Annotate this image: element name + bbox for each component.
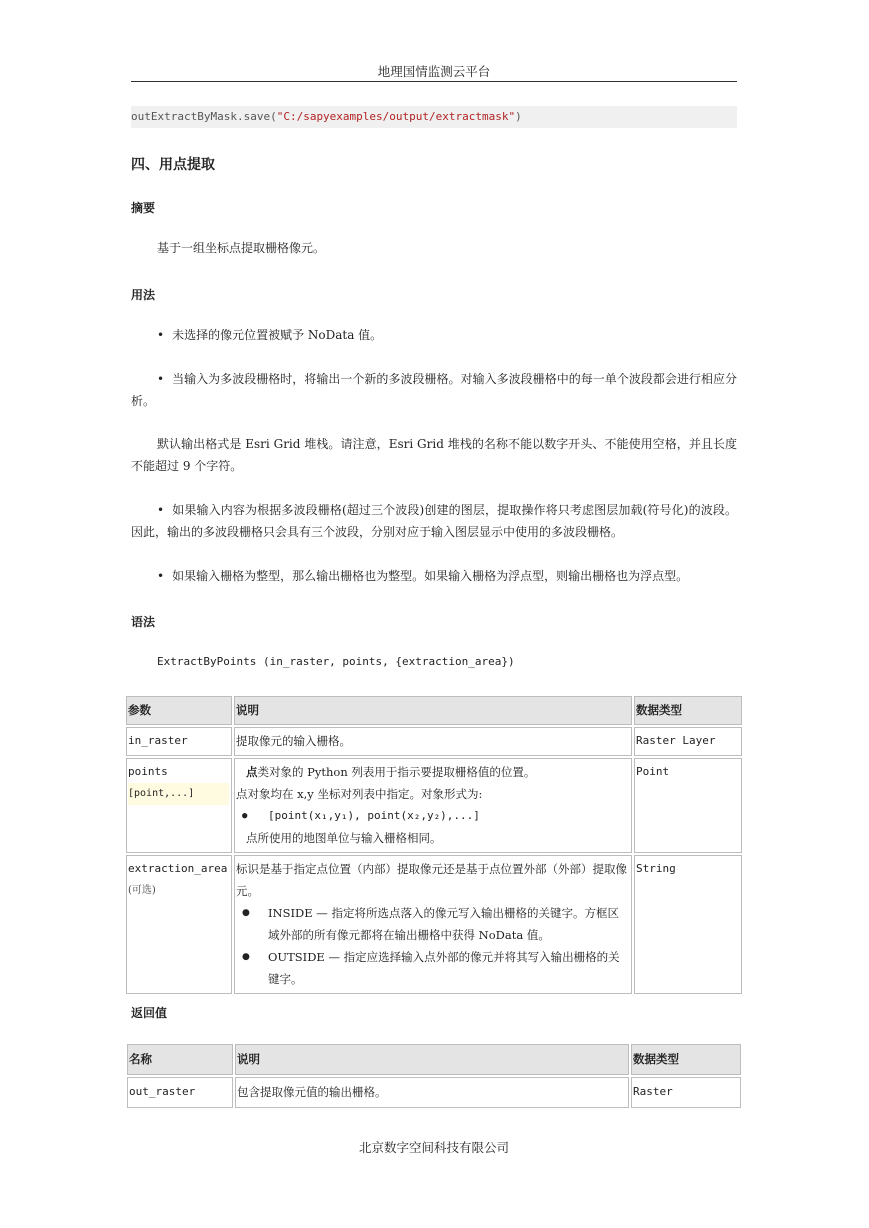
param-name: points (128, 765, 168, 778)
bullet-icon: • (157, 372, 165, 386)
return-desc: 包含提取像元值的输出栅格。 (235, 1077, 629, 1108)
param-desc: 标识是基于指定点位置（内部）提取像元还是基于点位置外部（外部）提取像元。 ● INSIDE — 指定将所选点落入的像元写入输出栅格的关键字。方框区域外部的所有像元都将在输出栅格中获得 NoData 值。 ● OUTSIDE — 指定应选择输入点外部的像元并将其写入输出栅格的关键字。 (234, 855, 632, 994)
summary-heading: 摘要 (131, 201, 156, 215)
param-desc-list (236, 805, 629, 827)
table-row (126, 855, 742, 994)
bullet-icon: • (157, 328, 165, 342)
table-row (127, 1077, 741, 1108)
param-name-cell (126, 758, 232, 853)
table-row (126, 758, 742, 853)
list-item: ● OUTSIDE — 指定应选择输入点外部的像元并将其写入输出栅格的关键字。 (268, 946, 629, 990)
syntax-signature: ExtractByPoints (in_raster, points, {extraction_area}) (157, 655, 515, 668)
page-footer: 北京数字空间科技有限公司 (358, 1140, 509, 1155)
usage-item-2: • 当输入为多波段栅格时，将输出一个新的多波段栅格。对输入多波段栅格中的每一单个波段都会进行相应分析。 (131, 372, 737, 408)
syntax-heading: 语法 (131, 615, 156, 629)
returns-heading: 返回值 (131, 1006, 168, 1020)
header-cell-name: 名称 (127, 1044, 233, 1075)
bullet-icon: • (157, 503, 165, 517)
list-item: ● [point(x₁,y₁), point(x₂,y₂),...] (268, 805, 629, 827)
list-item: ● INSIDE — 指定将所选点落入的像元写入输出栅格的关键字。方框区域外部的所有像元都将在输出栅格中获得 NoData 值。 (268, 902, 629, 946)
param-name-cell (126, 855, 232, 994)
table-row (126, 727, 742, 756)
bullet-icon: • (157, 569, 165, 583)
usage-heading: 用法 (131, 288, 156, 302)
header-cell-type: 数据类型 (631, 1044, 741, 1075)
return-name: out_raster (127, 1077, 233, 1108)
parameters-table (124, 694, 744, 996)
param-name: extraction_area (128, 862, 228, 875)
returns-table (125, 1042, 743, 1110)
code-string: "C:/sapyexamples/output/extractmask" (276, 110, 516, 123)
param-name: in_raster (126, 727, 232, 756)
header-cell-param: 参数 (126, 696, 232, 725)
usage-item-1: • 未选择的像元位置被赋予 NoData 值。 (157, 328, 383, 342)
param-desc-bold: 点 (246, 765, 258, 779)
return-type: Raster (631, 1077, 741, 1108)
param-type: String (634, 855, 742, 994)
table-header-row (127, 1044, 741, 1075)
usage-item-3: 默认输出格式是 Esri Grid 堆栈。请注意，Esri Grid 堆栈的名称不能以数字开头、不能使用空格，并且长度不能超过 9 个字符。 (131, 437, 737, 473)
header-cell-desc: 说明 (234, 696, 632, 725)
summary-text: 基于一组坐标点提取栅格像元。 (157, 241, 326, 255)
param-desc: 点类对象的 Python 列表用于指示要提取栅格值的位置。 点对象均在 x,y 坐标对列表中指定。对象形式为: ● [point(x₁,y₁), point(x₂,y₂),...] 点所使用的地图单位与输入栅格相同。 (234, 758, 632, 853)
usage-item-4: • 如果输入内容为根据多波段栅格(超过三个波段)创建的图层，提取操作将只考虑图层加载(符号化)的波段。因此，输出的多波段栅格只会具有三个波段，分别对应于输入图层显示中使用的多波段栅格。 (131, 503, 737, 539)
code-prefix: outExtractByMask.save( (131, 110, 277, 123)
param-name-sub: [point,...] (128, 783, 229, 805)
header-cell-type: 数据类型 (634, 696, 742, 725)
section-title: 四、用点提取 (131, 157, 215, 173)
table-header-row (126, 696, 742, 725)
param-type: Raster Layer (634, 727, 742, 756)
page-header: 地理国情监测云平台 (377, 64, 491, 79)
param-desc: 提取像元的输入栅格。 (234, 727, 632, 756)
param-type: Point (634, 758, 742, 853)
header-cell-desc: 说明 (235, 1044, 629, 1075)
code-suffix: ) (515, 110, 522, 123)
code-line (131, 106, 737, 128)
usage-item-5: • 如果输入栅格为整型，那么输出栅格也为整型。如果输入栅格为浮点型，则输出栅格也为浮点型。 (157, 569, 689, 583)
param-optional: (可选) (128, 885, 156, 896)
header-divider (131, 81, 737, 82)
param-desc-list (236, 902, 629, 990)
